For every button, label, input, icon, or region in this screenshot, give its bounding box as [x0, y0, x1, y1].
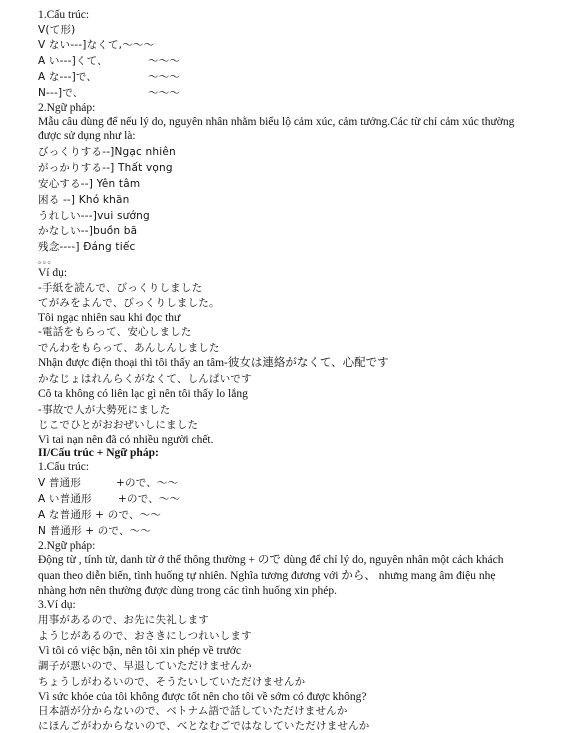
- example-line: ようじがあるので、おさきにしつれいします: [38, 630, 252, 642]
- example-line: -事故で人が大勢死にました: [38, 404, 171, 416]
- section-title: 2.Ngữ pháp:: [38, 540, 96, 552]
- paragraph-line: được sử dụng như là:: [38, 130, 136, 142]
- vocab-line: 残念----] Đáng tiếc: [38, 241, 136, 253]
- section-title: 1.Cấu trúc:: [38, 9, 90, 21]
- vocab-line: かなしい--]buồn bã: [38, 225, 138, 237]
- example-line: にほんごがわからないので、べとなむごではなしていただけませんか: [38, 720, 370, 732]
- paragraph-line: Mẫu câu dùng để nếu lý do, nguyên nhân nhằm biểu lộ cảm xúc, cảm tưởng.Các từ chỉ cảm xúc thường: [38, 116, 515, 128]
- example-line: じこでひとがおおぜいしにました: [38, 419, 199, 431]
- example-line: 日本語が分からないので、ベトナム語で話していただけませんか: [38, 705, 348, 717]
- structure-line: V 普通形 +ので、〜〜: [38, 477, 179, 489]
- structure-line: N 普通形 + ので、〜〜: [38, 525, 152, 537]
- paragraph-line: quan theo diễn biến, tình huống tự nhiên. Nghĩa tương đương với から、 nhưng mang âm điệu nhẹ: [38, 570, 496, 582]
- example-line: Vì tôi có việc bận, nên tôi xin phép về trước: [38, 645, 241, 657]
- example-line: Nhận được điện thoại thì tôi thấy an tâm-彼女は連絡がなくて、心配です: [38, 357, 389, 369]
- paragraph-line: nhàng hơn nên thường được dùng trong các tình huống xin phép.: [38, 585, 337, 597]
- section-title: 1.Cấu trúc:: [38, 461, 90, 473]
- example-line: -電話をもらって、安心しました: [38, 326, 192, 338]
- structure-line: A い---]くて、 〜〜〜: [38, 55, 181, 67]
- example-line: -手紙を読んで、びっくりしました: [38, 282, 203, 294]
- example-line: かなじょはれんらくがなくて、しんぱいです: [38, 373, 252, 385]
- example-line: Cô ta không có liên lạc gì nên tôi thấy lo lắng: [38, 388, 248, 400]
- structure-line: V ない---]なくて,〜〜〜: [38, 39, 155, 51]
- vocab-line: びっくりする--]Ngạc nhiên: [38, 146, 176, 158]
- example-line: Vì tai nạn nên đã có nhiều người chết.: [38, 434, 214, 446]
- structure-line: A な---]で、 〜〜〜: [38, 71, 181, 83]
- structure-line: V(て形): [38, 24, 76, 36]
- vocab-line: うれしい---]vui sướng: [38, 210, 150, 222]
- examples-title: Ví dụ:: [38, 267, 68, 279]
- vocab-line: 困る --] Khó khăn: [38, 194, 130, 206]
- example-line: Tôi ngạc nhiên sau khi đọc thư: [38, 312, 181, 324]
- example-line: Vì sức khỏe của tôi không được tốt nên cho tôi về sớm có được không?: [38, 691, 367, 703]
- section-heading: II/Cấu trúc + Ngữ pháp:: [38, 447, 159, 459]
- structure-line: A い普通形 +ので、〜〜: [38, 493, 181, 505]
- example-line: でんわをもらって、あんしんしました: [38, 342, 220, 354]
- vocab-line: 安心する--] Yên tâm: [38, 178, 141, 190]
- ellipsis-dots: 。。。: [38, 256, 57, 266]
- structure-line: N---]で、 〜〜〜: [38, 87, 181, 99]
- examples-title: 3.Ví dụ:: [38, 599, 76, 611]
- paragraph-line: Động từ , tính từ, danh từ ở thể thông thường + ので dùng để chỉ lý do, nguyên nhân một cách khách: [38, 554, 504, 566]
- vocab-line: がっかりする--] Thất vọng: [38, 162, 173, 174]
- structure-line: A な普通形 + ので、〜〜: [38, 509, 162, 521]
- example-line: 用事があるので、お先に失礼します: [38, 614, 209, 626]
- example-line: ちょうしがわるいので、そうたいしていただけませんか: [38, 676, 306, 688]
- example-line: 調子が悪いので、早退していただけませんか: [38, 660, 252, 672]
- section-title: 2.Ngữ pháp:: [38, 102, 96, 114]
- example-line: てがみをよんで、びっくりしました。: [38, 297, 220, 309]
